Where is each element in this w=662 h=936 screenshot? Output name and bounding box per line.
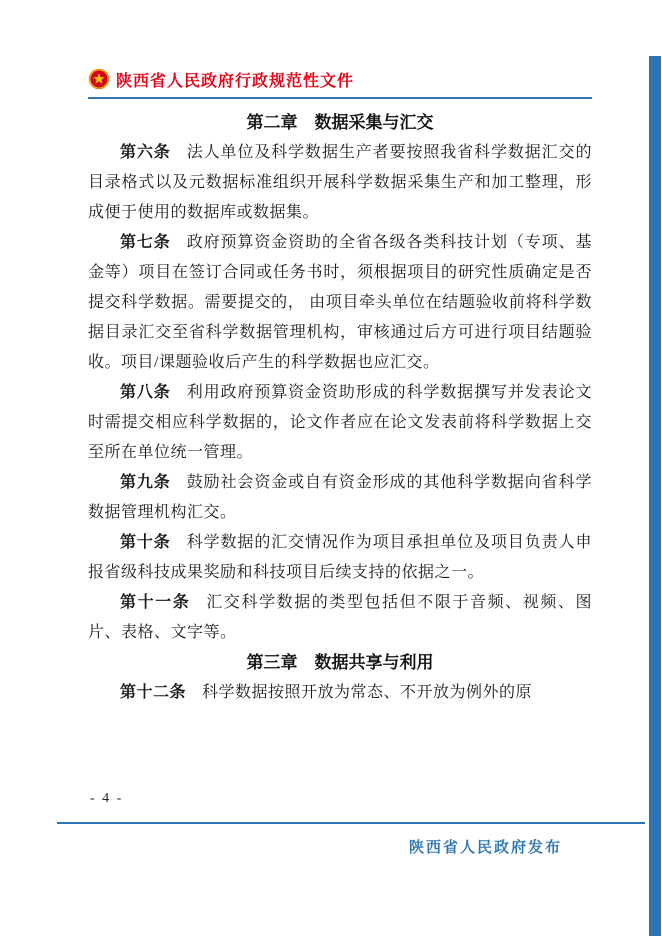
header-rule	[88, 97, 592, 99]
article-7-text: 政府预算资金资助的全省各级各类科技计划（专项、基金等）项目在签订合同或任务书时，须根据项目的研究性质确定是否提交科学数据。需要提交的， 由项目牵头单位在结题验收前将科学数据目录汇交至省科学数据管理机构，审核通过后方可进行项目结题验收。项目/课题验收后产生的科学数据也应汇交。	[88, 234, 592, 371]
article-9-number: 第九条	[120, 474, 171, 491]
article-10	[88, 528, 592, 588]
article-9	[88, 468, 592, 528]
page-number: - 4 -	[90, 791, 124, 806]
article-9-text: 鼓励社会资金或自有资金形成的其他科学数据向省科学数据管理机构汇交。	[88, 474, 592, 521]
publisher-label: 陕西省人民政府发布	[408, 839, 562, 856]
article-11-number: 第十一条	[120, 594, 191, 611]
article-12	[88, 678, 592, 708]
article-11	[88, 588, 592, 648]
article-8-text: 利用政府预算资金资助形成的科学数据撰写并发表论文时需提交相应科学数据的，论文作者应在论文发表前将科学数据上交至所在单位统一管理。	[88, 384, 592, 461]
article-8	[88, 378, 592, 468]
chapter-title-2: 第二章 数据采集与汇交	[246, 113, 434, 132]
article-12-number: 第十二条	[120, 684, 187, 701]
national-emblem-icon	[88, 68, 110, 90]
chapter-title-3: 第三章 数据共享与利用	[246, 653, 434, 672]
document-header	[88, 66, 592, 99]
article-12-text: 科学数据按照开放为常态、不开放为例外的原	[202, 684, 533, 701]
article-7-number: 第七条	[120, 234, 171, 251]
footer-rule	[57, 822, 645, 824]
article-10-number: 第十条	[120, 534, 171, 551]
article-6-text: 法人单位及科学数据生产者要按照我省科学数据汇交的目录格式以及元数据标准组织开展科学数据采集生产和加工整理，形成便于使用的数据库或数据集。	[88, 144, 592, 221]
document-type-title: 陕西省人民政府行政规范性文件	[116, 72, 355, 90]
article-6	[88, 138, 592, 228]
article-7	[88, 228, 592, 378]
document-footer	[0, 788, 662, 857]
article-11-text: 汇交科学数据的类型包括但不限于音频、视频、图片、表格、文字等。	[88, 594, 592, 641]
article-10-text: 科学数据的汇交情况作为项目承担单位及项目负责人申报省级科技成果奖励和科技项目后续支持的依据之一。	[88, 534, 592, 581]
article-8-number: 第八条	[120, 384, 171, 401]
document-body	[88, 108, 592, 708]
article-6-number: 第六条	[120, 144, 171, 161]
header-row	[88, 66, 592, 92]
